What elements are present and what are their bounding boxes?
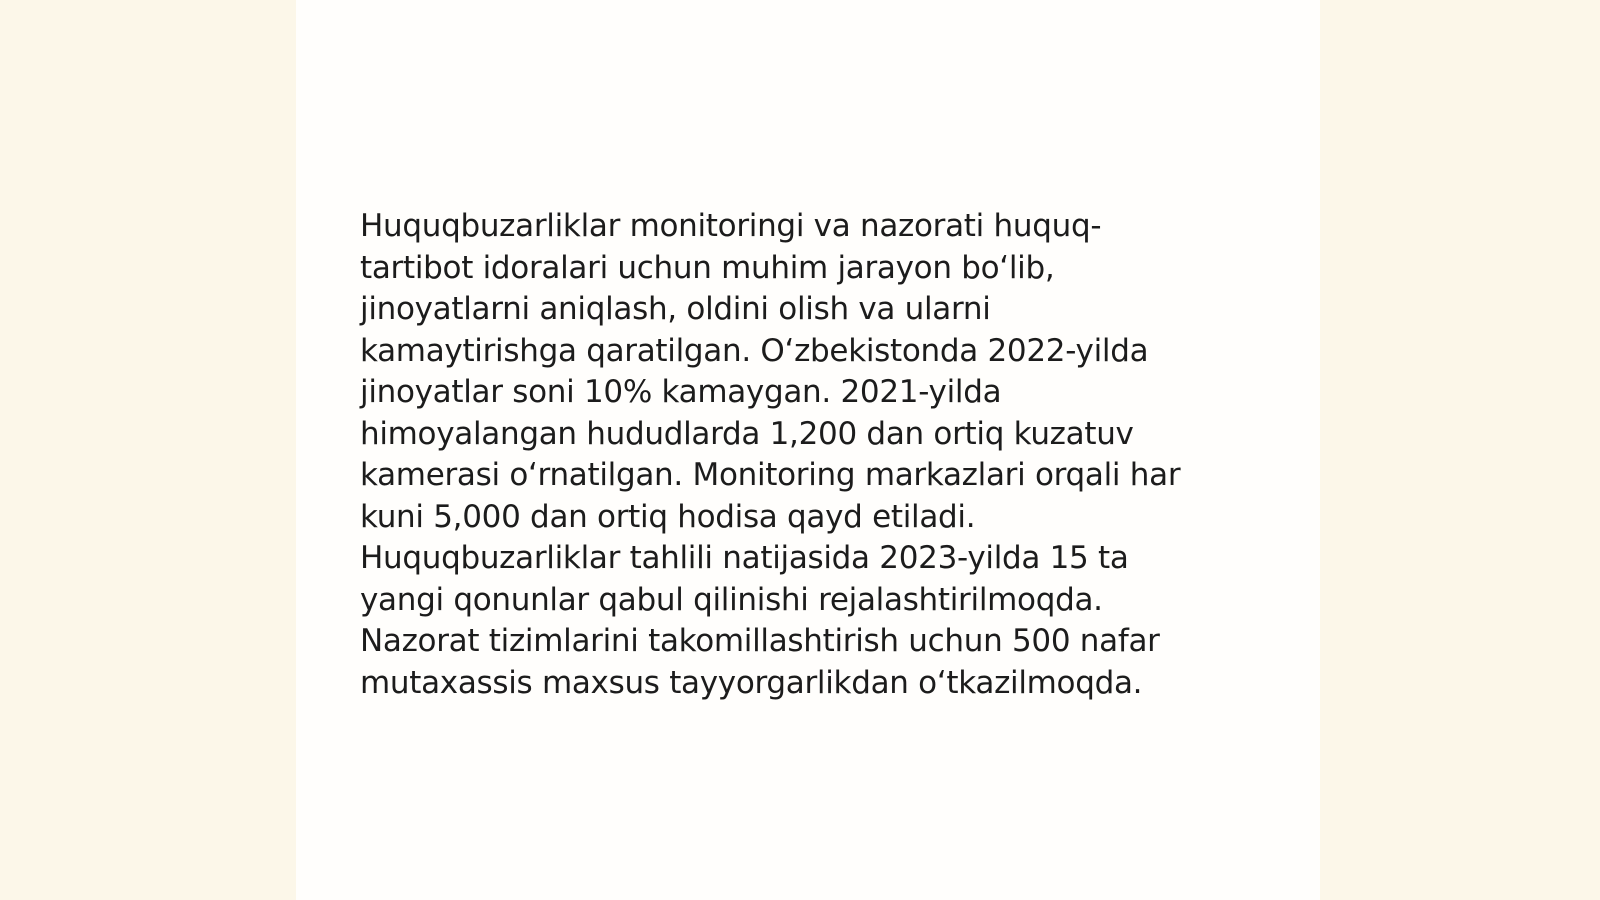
paragraph-line-8: kuni 5,000 dan ortiq hodisa qayd etiladi.: [360, 498, 976, 535]
paragraph-line-12: mutaxassis maxsus tayyorgarlikdan o‘tkazilmoqda.: [360, 664, 1143, 701]
paragraph-line-3: jinoyatlarni aniqlash, oldini olish va ularni: [360, 291, 991, 327]
paragraph-line-9: Huquqbuzarliklar tahlili natijasida 2023-yilda 15 ta: [360, 540, 1129, 576]
paragraph-line-5: jinoyatlar soni 10% kamaygan. 2021-yilda: [360, 374, 1002, 410]
body-paragraph: [360, 206, 1260, 704]
paragraph-line-2: tartibot idoralari uchun muhim jarayon bo‘lib,: [360, 249, 1055, 286]
paragraph-line-11: Nazorat tizimlarini takomillashtirish uchun 500 nafar: [360, 623, 1160, 659]
paragraph-line-10: yangi qonunlar qabul qilinishi rejalashtirilmoqda.: [360, 581, 1103, 618]
document-page: [296, 0, 1320, 900]
paragraph-line-7: kamerasi o‘rnatilgan. Monitoring markazlari orqali har: [360, 457, 1181, 493]
paragraph-line-4: kamaytirishga qaratilgan. O‘zbekistonda 2022-yilda: [360, 332, 1149, 369]
paragraph-line-6: himoyalangan hududlarda 1,200 dan ortiq kuzatuv: [360, 415, 1134, 452]
paragraph-line-1: Huquqbuzarliklar monitoringi va nazorati huquq-: [360, 208, 1102, 244]
